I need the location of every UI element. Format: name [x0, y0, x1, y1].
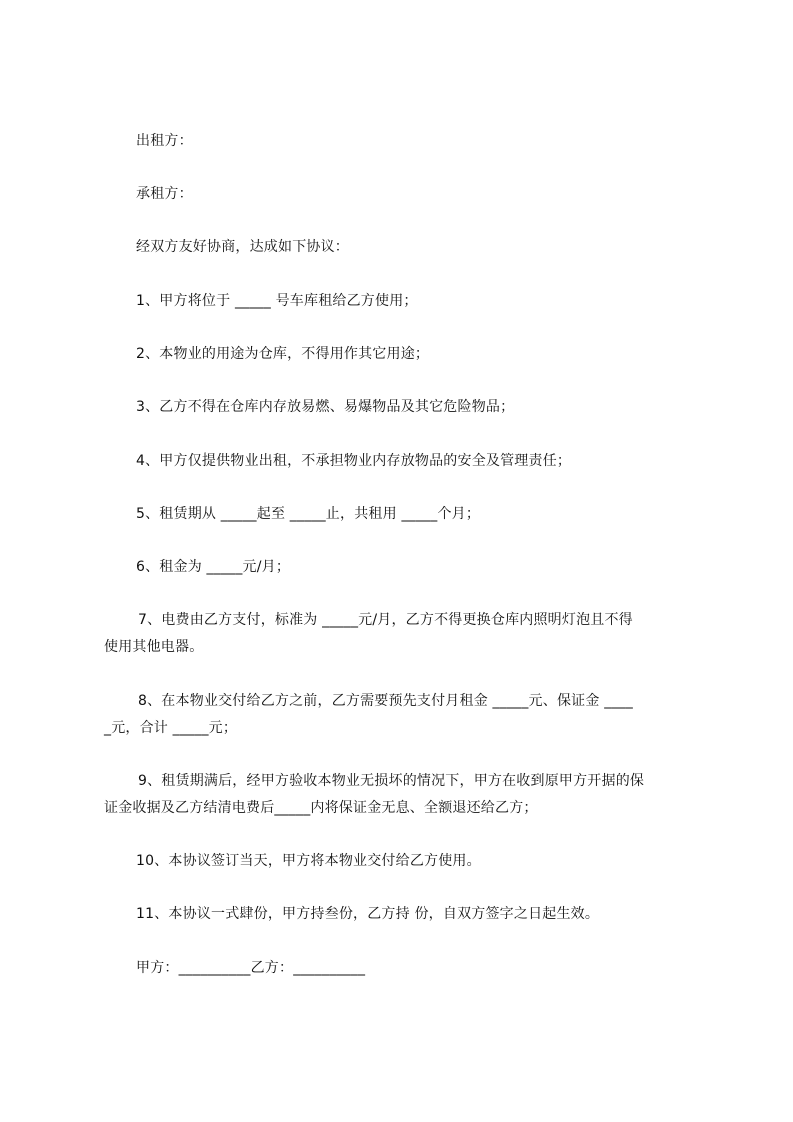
clause-8-line-1: 8、在本物业交付给乙方之前，乙方需要预先支付月租金 _____元、保证金 ____ [138, 693, 634, 709]
clause-1: 1、甲方将位于 _____ 号车库租给乙方使用； [136, 293, 418, 309]
clause-11: 11、本协议一式肆份，甲方持叁份，乙方持 份，自双方签字之日起生效。 [136, 906, 600, 922]
lessor-line: 出租方： [136, 133, 193, 149]
clause-8-line-2: _元，合计 _____元； [104, 720, 238, 736]
signature-line: 甲方：__________乙方：__________ [136, 960, 366, 976]
clause-9-line-1: 9、租赁期满后，经甲方验收本物业无损坏的情况下，甲方在收到原甲方开据的保 [138, 773, 645, 789]
clause-5: 5、租赁期从 _____起至 _____止，共租用 _____个月； [136, 506, 481, 522]
clause-10: 10、本协议签订当天，甲方将本物业交付给乙方使用。 [136, 853, 481, 869]
clause-4: 4、甲方仅提供物业出租，不承担物业内存放物品的安全及管理责任； [136, 453, 572, 469]
clause-7-line-1: 7、电费由乙方支付，标准为 _____元/月，乙方不得更换仓库内照明灯泡且不得 [138, 612, 633, 628]
lessee-line: 承租方： [136, 186, 193, 202]
clause-7-line-2: 使用其他电器。 [104, 639, 204, 655]
clause-6: 6、租金为 _____元/月； [136, 559, 291, 575]
clause-2: 2、本物业的用途为仓库，不得用作其它用途； [136, 346, 430, 362]
clause-9-line-2: 证金收据及乙方结清电费后_____内将保证金无息、全额退还给乙方； [104, 800, 538, 816]
clause-3: 3、乙方不得在仓库内存放易燃、易爆物品及其它危险物品； [136, 399, 515, 415]
intro-line: 经双方友好协商，达成如下协议： [136, 239, 349, 255]
